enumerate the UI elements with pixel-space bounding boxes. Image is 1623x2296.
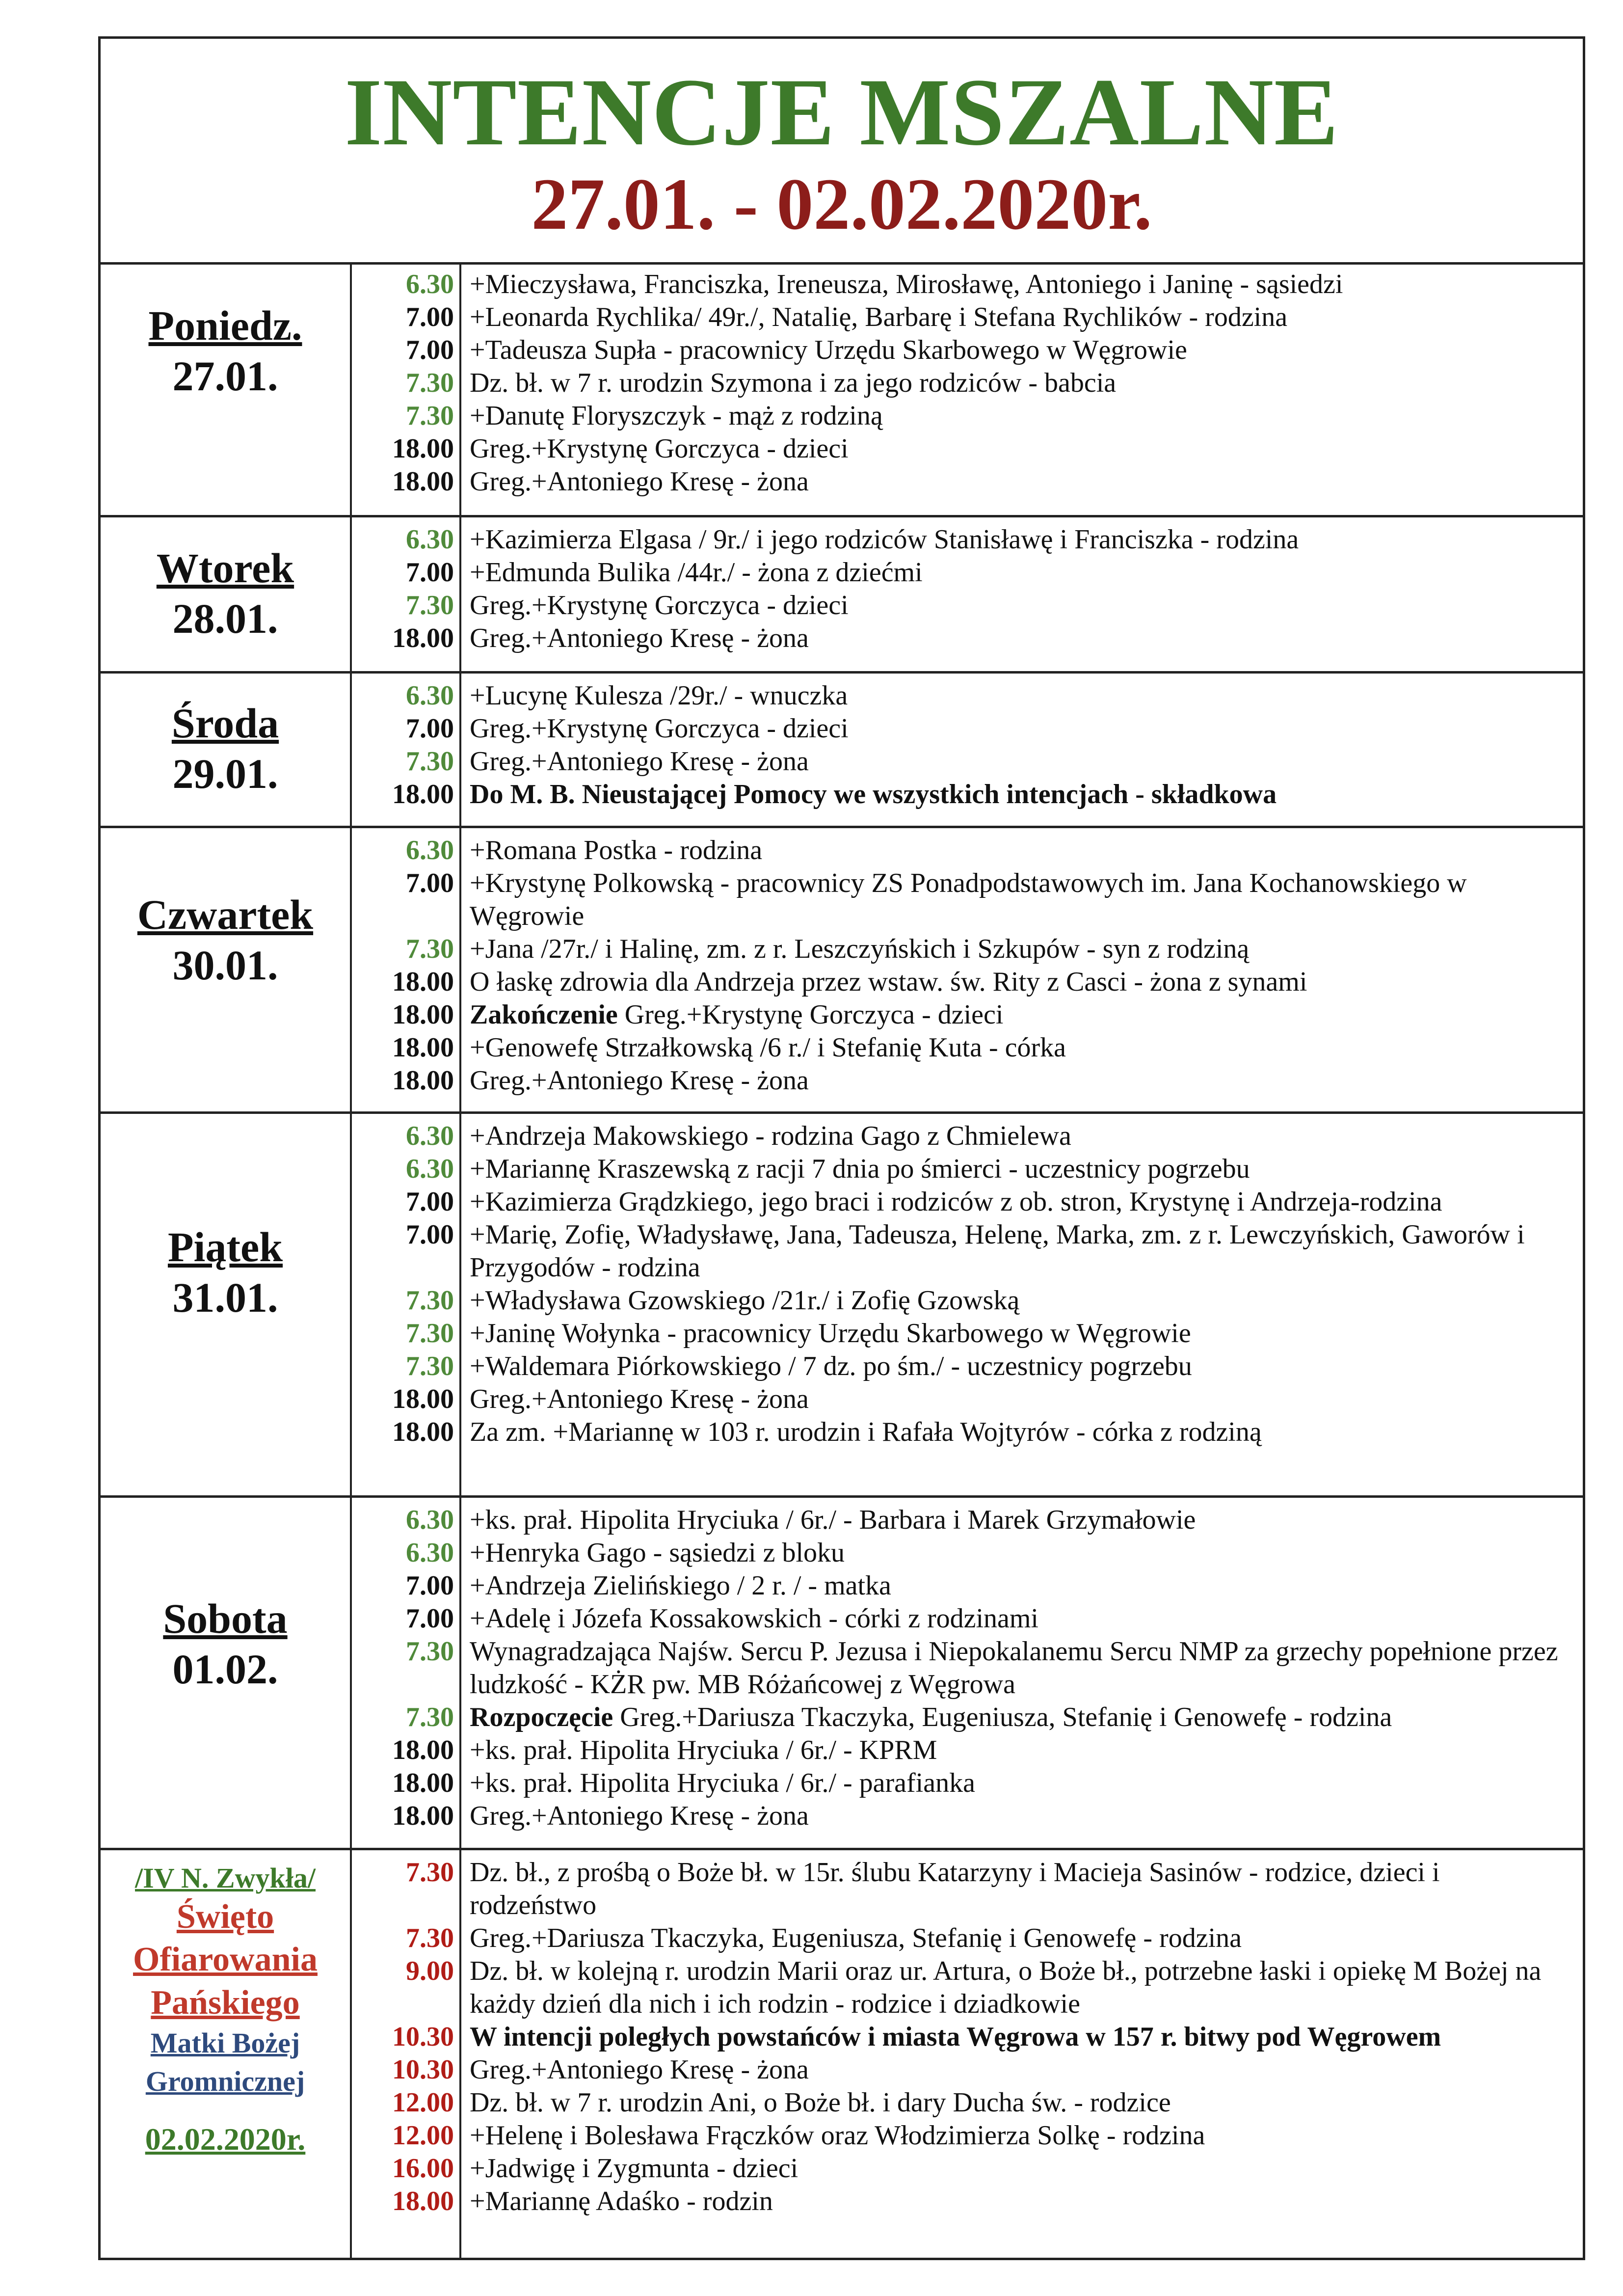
intention-text: +Danutę Floryszczyk - mąż z rodziną [470, 401, 883, 431]
intention-text: Do M. B. Nieustającej Pomocy we wszystkich intencjach - składkowa [470, 779, 1277, 810]
mass-time: 6.30 [406, 524, 454, 555]
mass-time: 12.00 [392, 2120, 454, 2151]
mass-time: 7.30 [406, 746, 454, 777]
mass-time: 6.30 [406, 835, 454, 865]
intention-row [101, 1153, 1583, 1186]
intention-text: +ks. prał. Hipolita Hryciuka / 6r./ - parafianka [470, 1768, 975, 1798]
intention-text: +Mariannę Adaśko - rodzin [470, 2186, 773, 2216]
mass-time: 7.00 [406, 335, 454, 365]
mass-time: 6.30 [406, 1538, 454, 1568]
intention-prefix: Rozpoczęcie [470, 1702, 613, 1732]
intention-text [470, 1701, 1573, 1734]
intention-text: Greg.+Antoniego Kresę - żona [470, 1801, 809, 1831]
intention-row [101, 712, 1583, 745]
intention-text: Greg.+Krystynę Gorczyca - dzieci [470, 713, 849, 744]
intention-row [101, 679, 1583, 712]
intention-row [101, 268, 1583, 301]
intention-rest: Greg.+Krystynę Gorczyca - dzieci [617, 999, 1004, 1030]
intention-row [101, 1186, 1583, 1218]
intention-text: +Andrzeja Makowskiego - rodzina Gago z Chmielewa [470, 1121, 1071, 1151]
intention-text: Greg.+Dariusza Tkaczyka, Eugeniusza, Stefanię i Genowefę - rodzina [470, 1923, 1242, 1953]
intention-row [101, 367, 1583, 400]
sunday-week-label: /IV N. Zwykła/ [135, 1862, 316, 1894]
intention-row [101, 1031, 1583, 1064]
day-block-monday [101, 262, 1583, 517]
mass-time: 6.30 [406, 680, 454, 711]
intention-row [101, 1569, 1583, 1602]
mass-time: 7.30 [406, 1923, 454, 1953]
intention-text: Greg.+Antoniego Kresę - żona [470, 1384, 809, 1414]
mass-time: 18.00 [392, 1065, 454, 1096]
mass-time: 6.30 [406, 1505, 454, 1535]
intention-prefix: Zakończenie [470, 999, 618, 1030]
intention-row [101, 1537, 1583, 1569]
intention-text: +Tadeusza Supła - pracownicy Urzędu Skarbowego w Węgrowie [470, 335, 1187, 365]
intention-text: +Andrzeja Zielińskiego / 2 r. / - matka [470, 1570, 891, 1601]
mass-time: 7.00 [406, 868, 454, 898]
intention-row [101, 2119, 1583, 2152]
mass-time: 18.00 [392, 1032, 454, 1063]
mass-time: 7.00 [406, 1603, 454, 1634]
mass-time: 18.00 [392, 1801, 454, 1831]
intention-text: W intencji poległych powstańców i miasta Węgrowa w 157 r. bitwy pod Węgrowem [470, 2022, 1441, 2052]
mass-time: 7.00 [406, 1570, 454, 1601]
intention-text: O łaskę zdrowia dla Andrzeja przez wstaw. św. Rity z Casci - żona z synami [470, 967, 1307, 997]
feast-line: Święto [176, 1897, 274, 1936]
mass-time: 7.00 [406, 1219, 454, 1250]
header [101, 39, 1583, 265]
day-name: Wtorek [156, 544, 294, 592]
day-block-thursday [101, 828, 1583, 1114]
intention-text [470, 999, 1573, 1031]
intention-text: +Mieczysława, Franciszka, Ireneusza, Mirosławę, Antoniego i Janinę - sąsiedzi [470, 269, 1343, 299]
intention-text: +Janinę Wołynka - pracownicy Urzędu Skarbowego w Węgrowie [470, 1318, 1191, 1349]
intention-text: Greg.+Antoniego Kresę - żona [470, 1065, 809, 1096]
mass-time: 18.00 [392, 967, 454, 997]
mass-time: 18.00 [392, 1417, 454, 1447]
day-date: 28.01. [172, 595, 278, 643]
intention-row [101, 1635, 1583, 1701]
page-title: INTENCJE MSZALNE [345, 59, 1339, 165]
intention-text: Greg.+Krystynę Gorczyca - dzieci [470, 590, 849, 621]
intention-row [101, 334, 1583, 367]
intention-row [101, 1218, 1583, 1284]
intention-row [101, 867, 1583, 933]
intention-row [101, 778, 1583, 811]
mass-time: 7.00 [406, 1187, 454, 1217]
intention-text: +ks. prał. Hipolita Hryciuka / 6r./ - Barbara i Marek Grzymałowie [470, 1505, 1196, 1535]
mass-time: 18.00 [392, 1768, 454, 1798]
intention-text: Za zm. +Mariannę w 103 r. urodzin i Rafała Wojtyrów - córka z rodziną [470, 1417, 1262, 1447]
intention-text: +Edmunda Bulika /44r./ - żona z dziećmi [470, 557, 923, 588]
day-block-saturday [101, 1498, 1583, 1850]
intention-text: +ks. prał. Hipolita Hryciuka / 6r./ - KPRM [470, 1735, 937, 1765]
day-block-tuesday [101, 517, 1583, 674]
intention-row [101, 1504, 1583, 1537]
mass-time: 18.00 [392, 1735, 454, 1765]
intention-row [101, 1734, 1583, 1767]
intention-row [101, 999, 1583, 1031]
intention-text: Wynagradzająca Najśw. Sercu P. Jezusa i Niepokalanemu Sercu NMP za grzechy popełnione przez ludzkość - KŻR pw. MB Różańcowej z Węgrowa [470, 1636, 1558, 1700]
day-date: 27.01. [172, 352, 278, 400]
mass-time: 18.00 [392, 623, 454, 653]
intention-row [101, 432, 1583, 465]
intention-rest: Greg.+Dariusza Tkaczyka, Eugeniusza, Stefanię i Genowefę - rodzina [613, 1702, 1392, 1732]
intention-text: +Henryka Gago - sąsiedzi z bloku [470, 1538, 845, 1568]
intention-row [101, 2021, 1583, 2053]
mass-time: 7.30 [406, 368, 454, 398]
intention-row [101, 622, 1583, 655]
intention-row [101, 1701, 1583, 1734]
mass-time: 7.00 [406, 302, 454, 332]
intention-text: Dz. bł., z prośbą o Boże bł. w 15r. ślubu Katarzyny i Macieja Sasinów - rodzice, dzieci i rodzeństwo [470, 1857, 1440, 1920]
intention-row [101, 1800, 1583, 1833]
intention-row [101, 1955, 1583, 2021]
intention-row [101, 301, 1583, 334]
mass-time: 7.00 [406, 713, 454, 744]
intention-text: +Kazimierza Grądzkiego, jego braci i rodziców z ob. stron, Krystynę i Andrzeja-rodzina [470, 1187, 1442, 1217]
intention-text: +Waldemara Piórkowskiego / 7 dz. po śm./ - uczestnicy pogrzebu [470, 1351, 1192, 1381]
mass-time: 16.00 [392, 2153, 454, 2184]
date-range: 27.01. - 02.02.2020r. [531, 163, 1152, 245]
intention-row [101, 933, 1583, 966]
intention-text: Dz. bł. w 7 r. urodzin Ani, o Boże bł. i dary Ducha św. - rodzice [470, 2087, 1171, 2118]
mass-time: 18.00 [392, 466, 454, 497]
mass-time: 18.00 [392, 2186, 454, 2216]
mass-time: 7.30 [406, 590, 454, 621]
intention-row [101, 1284, 1583, 1317]
intention-row [101, 1767, 1583, 1800]
day-name: Czwartek [137, 891, 314, 938]
intention-text: Dz. bł. w kolejną r. urodzin Marii oraz ur. Artura, o Boże bł., potrzebne łaski i opiekę M Bożej na każdy dzień dla nich i ich rodzin - rodzice i dziadkowie [470, 1956, 1542, 2019]
intention-row [101, 2053, 1583, 2086]
intention-row [101, 1856, 1583, 1922]
mass-time: 12.00 [392, 2087, 454, 2118]
intention-text: +Lucynę Kulesza /29r./ - wnuczka [470, 680, 848, 711]
intention-row [101, 2152, 1583, 2185]
mass-time: 18.00 [392, 1384, 454, 1414]
feast-line: Pańskiego [151, 1983, 300, 2022]
intention-row [101, 1317, 1583, 1350]
intention-row [101, 2185, 1583, 2218]
mass-time: 7.30 [406, 1351, 454, 1381]
marian-line: Gromnicznej [145, 2065, 305, 2098]
intention-text: Greg.+Antoniego Kresę - żona [470, 623, 809, 653]
day-block-wednesday [101, 674, 1583, 828]
intention-row [101, 1922, 1583, 1955]
intention-text: +Jadwigę i Zygmunta - dzieci [470, 2153, 798, 2184]
mass-time: 10.30 [392, 2054, 454, 2085]
intention-row [101, 523, 1583, 556]
feast-line: Ofiarowania [133, 1941, 318, 1979]
mass-time: 18.00 [392, 999, 454, 1030]
intention-row [101, 589, 1583, 622]
mass-time: 7.30 [406, 401, 454, 431]
intention-text: Greg.+Antoniego Kresę - żona [470, 746, 809, 777]
mass-time: 7.30 [406, 1318, 454, 1349]
intention-text: +Krystynę Polkowską - pracownicy ZS Ponadpodstawowych im. Jana Kochanowskiego w Węgrowie [470, 868, 1467, 931]
intention-text: +Władysława Gzowskiego /21r./ i Zofię Gzowską [470, 1285, 1020, 1316]
intention-row [101, 2086, 1583, 2119]
mass-time: 7.30 [406, 1702, 454, 1732]
intention-row [101, 1416, 1583, 1449]
mass-time: 10.30 [392, 2022, 454, 2052]
mass-time: 9.00 [406, 1956, 454, 1986]
mass-time: 18.00 [392, 779, 454, 810]
intention-row [101, 1602, 1583, 1635]
intention-row [101, 465, 1583, 498]
day-name: Poniedz. [148, 302, 302, 349]
day-date: 29.01. [172, 750, 278, 798]
day-block-sunday [101, 1850, 1583, 2260]
day-name: Piątek [167, 1223, 283, 1270]
mass-time: 18.00 [392, 433, 454, 464]
intention-text: +Kazimierza Elgasa / 9r./ i jego rodziców Stanisławę i Franciszka - rodzina [470, 524, 1299, 555]
intention-text: +Mariannę Kraszewską z racji 7 dnia po śmierci - uczestnicy pogrzebu [470, 1154, 1250, 1184]
intention-text: Greg.+Krystynę Gorczyca - dzieci [470, 433, 849, 464]
intention-row [101, 745, 1583, 778]
intention-row [101, 556, 1583, 589]
intention-row [101, 1120, 1583, 1153]
mass-time: 7.30 [406, 1285, 454, 1316]
day-block-friday [101, 1114, 1583, 1498]
mass-time: 6.30 [406, 1154, 454, 1184]
intentions-sheet [98, 36, 1585, 2260]
intention-row [101, 834, 1583, 867]
day-date: 30.01. [172, 942, 278, 989]
mass-time: 7.00 [406, 557, 454, 588]
intention-text: +Jana /27r./ i Halinę, zm. z r. Leszczyńskich i Szkupów - syn z rodziną [470, 934, 1250, 964]
intention-text: Dz. bł. w 7 r. urodzin Szymona i za jego rodziców - babcia [470, 368, 1117, 398]
day-name: Środa [171, 700, 279, 747]
intention-row [101, 966, 1583, 999]
mass-time: 6.30 [406, 269, 454, 299]
intention-text: Greg.+Antoniego Kresę - żona [470, 2054, 809, 2085]
intention-row [101, 1350, 1583, 1383]
mass-time: 6.30 [406, 1121, 454, 1151]
intention-row [101, 400, 1583, 432]
mass-time: 7.30 [406, 1857, 454, 1888]
marian-line: Matki Bożej [150, 2027, 300, 2059]
intention-text: Greg.+Antoniego Kresę - żona [470, 466, 809, 497]
intention-text: +Marię, Zofię, Władysławę, Jana, Tadeusza, Helenę, Marka, zm. z r. Lewczyńskich, Gaworów i Przygodów - rodzina [470, 1219, 1525, 1283]
intention-row [101, 1064, 1583, 1097]
day-date: 31.01. [172, 1274, 278, 1322]
mass-time: 7.30 [406, 1636, 454, 1667]
intention-row [101, 1383, 1583, 1416]
intention-text: +Romana Postka - rodzina [470, 835, 763, 865]
sunday-date: 02.02.2020r. [145, 2121, 306, 2157]
intention-text: +Leonarda Rychlika/ 49r./, Natalię, Barbarę i Stefana Rychlików - rodzina [470, 302, 1288, 332]
intention-text: +Helenę i Bolesława Frączków oraz Włodzimierza Solkę - rodzina [470, 2120, 1205, 2151]
day-date: 01.02. [172, 1646, 278, 1693]
intention-text: +Genowefę Strzałkowską /6 r./ i Stefanię Kuta - córka [470, 1032, 1066, 1063]
mass-time: 7.30 [406, 934, 454, 964]
day-name: Sobota [163, 1595, 288, 1642]
intention-text: +Adelę i Józefa Kossakowskich - córki z rodzinami [470, 1603, 1038, 1634]
